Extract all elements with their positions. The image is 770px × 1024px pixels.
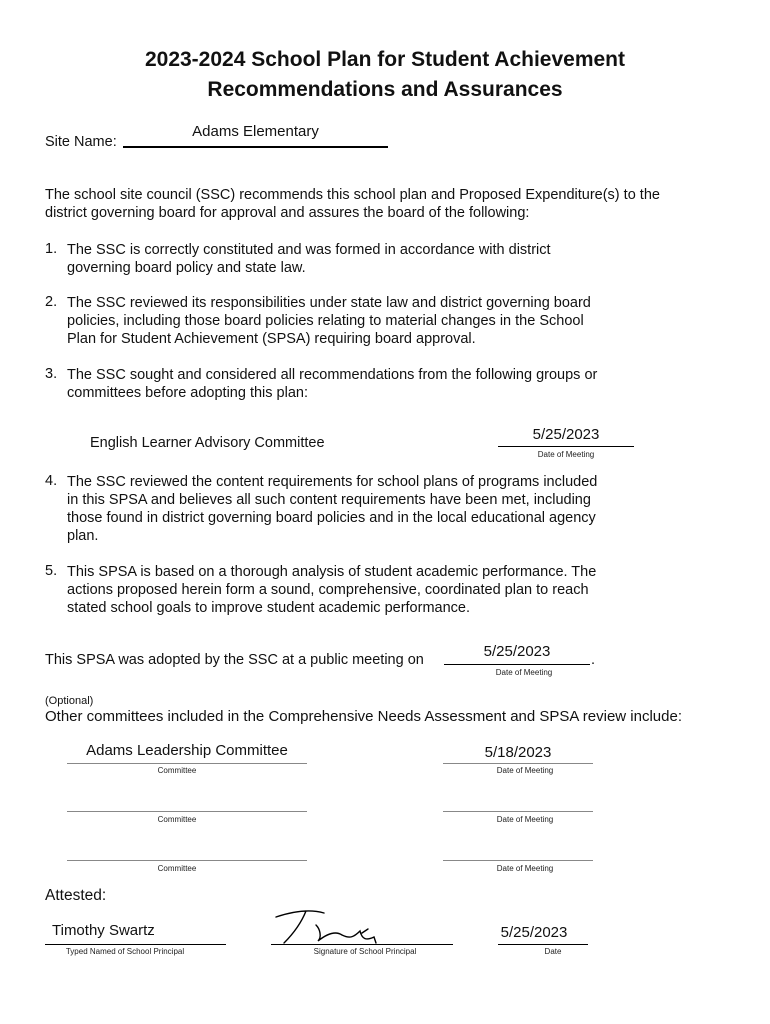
attest-date-underline bbox=[498, 944, 588, 945]
adoption-date-caption: Date of Meeting bbox=[495, 668, 553, 677]
principal-name-underline bbox=[45, 944, 226, 945]
other-committee-3-caption: Committee bbox=[157, 864, 197, 873]
item-5-line-2: actions proposed herein form a sound, comprehensive, coordinated plan to reach bbox=[67, 582, 589, 598]
item-3-line-1: The SSC sought and considered all recommendations from the following groups or bbox=[67, 367, 598, 383]
other-committee-2-underline bbox=[67, 811, 307, 812]
attest-date[interactable]: 5/25/2023 bbox=[500, 924, 568, 941]
site-name-underline bbox=[123, 146, 388, 148]
optional-label: (Optional) bbox=[45, 695, 94, 707]
item-2-line-1: The SSC reviewed its responsibilities under state law and district governing board bbox=[67, 295, 591, 311]
item-2-line-3: Plan for Student Achievement (SPSA) requiring board approval. bbox=[67, 331, 476, 347]
site-name-label: Site Name: bbox=[45, 134, 117, 150]
item-2-line-2: policies, including those board policies relating to material changes in the School bbox=[67, 313, 584, 329]
other-committee-3-underline bbox=[67, 860, 307, 861]
other-committee-1-date-underline bbox=[443, 763, 593, 764]
item-4-line-2: in this SPSA and believes all such content requirements have been met, including bbox=[67, 492, 591, 508]
item-1-line-1: The SSC is correctly constituted and was formed in accordance with district bbox=[67, 242, 551, 258]
adoption-statement: This SPSA was adopted by the SSC at a public meeting on bbox=[45, 652, 424, 668]
document-title-line-2: Recommendations and Assurances bbox=[207, 78, 563, 101]
principal-typed-name[interactable]: Timothy Swartz bbox=[52, 922, 155, 939]
attest-date-caption: Date bbox=[544, 947, 562, 956]
site-name-value[interactable]: Adams Elementary bbox=[192, 123, 319, 140]
item-1-line-2: governing board policy and state law. bbox=[67, 260, 306, 276]
item-5-line-1: This SPSA is based on a thorough analysis of student academic performance. The bbox=[67, 564, 597, 580]
signature-caption: Signature of School Principal bbox=[313, 947, 417, 956]
item-5-number: 5. bbox=[45, 563, 58, 579]
other-committee-1-name[interactable]: Adams Leadership Committee bbox=[86, 742, 288, 759]
elac-date-underline bbox=[498, 446, 634, 447]
principal-signature[interactable] bbox=[270, 903, 390, 948]
elac-meeting-date[interactable]: 5/25/2023 bbox=[532, 426, 600, 443]
other-committee-2-date-underline bbox=[443, 811, 593, 812]
other-committees-heading: Other committees included in the Comprehensive Needs Assessment and SPSA review include: bbox=[45, 708, 682, 725]
other-committee-2-caption: Committee bbox=[157, 815, 197, 824]
elac-committee-name: English Learner Advisory Committee bbox=[90, 435, 325, 451]
item-2-number: 2. bbox=[45, 294, 58, 310]
other-committee-1-underline bbox=[67, 763, 307, 764]
item-4-number: 4. bbox=[45, 473, 58, 489]
other-committee-2-date-caption: Date of Meeting bbox=[496, 815, 554, 824]
item-4-line-4: plan. bbox=[67, 528, 99, 544]
attested-label: Attested: bbox=[45, 887, 107, 904]
other-committee-3-date-underline bbox=[443, 860, 593, 861]
item-3-line-2: committees before adopting this plan: bbox=[67, 385, 308, 401]
item-1-number: 1. bbox=[45, 241, 58, 257]
intro-line-2: district governing board for approval and assures the board of the following: bbox=[45, 205, 530, 221]
elac-date-caption: Date of Meeting bbox=[537, 450, 595, 459]
item-4-line-3: those found in district governing board policies and in the local educational agency bbox=[67, 510, 596, 526]
signature-underline bbox=[271, 944, 453, 945]
item-4-line-1: The SSC reviewed the content requirements for school plans of programs included bbox=[67, 474, 598, 490]
adoption-period: . bbox=[591, 652, 596, 668]
intro-line-1: The school site council (SSC) recommends this school plan and Proposed Expenditure(s) to the bbox=[45, 187, 660, 203]
other-committee-1-date[interactable]: 5/18/2023 bbox=[484, 744, 552, 761]
principal-name-caption: Typed Named of School Principal bbox=[65, 947, 185, 956]
item-3-number: 3. bbox=[45, 366, 58, 382]
other-committee-3-date-caption: Date of Meeting bbox=[496, 864, 554, 873]
other-committee-1-date-caption: Date of Meeting bbox=[496, 766, 554, 775]
adoption-date[interactable]: 5/25/2023 bbox=[483, 643, 551, 660]
other-committee-1-caption: Committee bbox=[157, 766, 197, 775]
item-5-line-3: stated school goals to improve student academic performance. bbox=[67, 600, 470, 616]
adoption-date-underline bbox=[444, 664, 590, 665]
document-title-line-1: 2023-2024 School Plan for Student Achievement bbox=[144, 48, 626, 71]
